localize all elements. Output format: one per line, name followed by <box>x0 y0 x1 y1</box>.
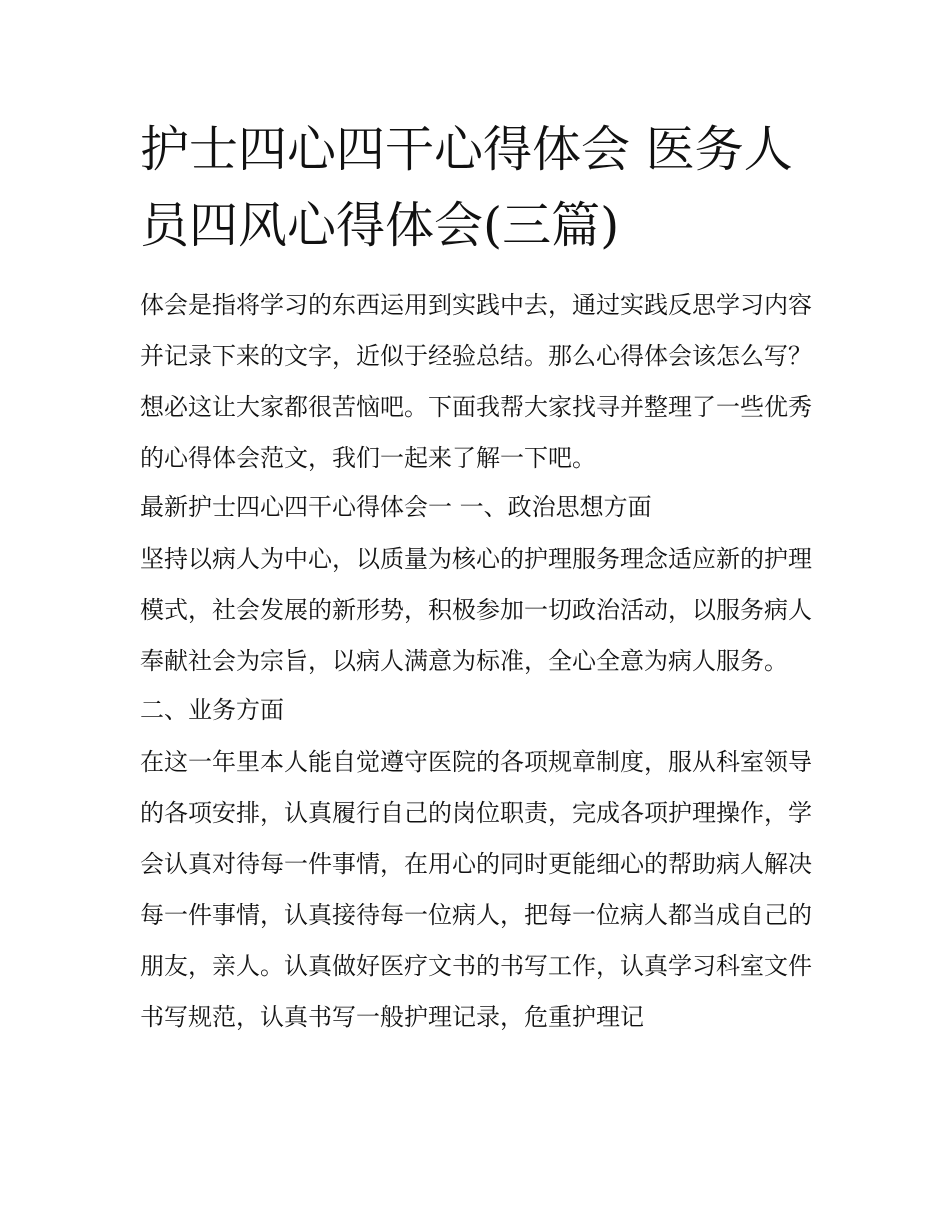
document-title: 护士四心四干心得体会 医务人员四风心得体会(三篇) <box>140 121 793 254</box>
section-heading-politics: 最新护士四心四干心得体会一 一、政治思想方面 <box>140 493 652 521</box>
intro-paragraph: 体会是指将学习的东西运用到实践中去，通过实践反思学习内容并记录下来的文字，近似于经验总结。那么心得体会该怎么写？想必这让大家都很苦恼吧。下面我帮大家找寻并整理了一些优秀的心得体会范文，我们一起来了解一下吧。 <box>140 291 812 472</box>
business-paragraph: 在这一年里本人能自觉遵守医院的各项规章制度，服从科室领导的各项安排，认真履行自己的岗位职责，完成各项护理操作，学会认真对待每一件事情，在用心的同时更能细心的帮助病人解决每一件事情，认真接待每一位病人，把每一位病人都当成自己的朋友，亲人。认真做好医疗文书的书写工作，认真学习科室文件书写规范，认真书写一般护理记录，危重护理记 <box>140 748 812 1031</box>
document-body <box>140 280 812 1043</box>
section-heading-business: 二、业务方面 <box>140 696 284 724</box>
politics-paragraph: 坚持以病人为中心，以质量为核心的护理服务理念适应新的护理模式，社会发展的新形势，积极参加一切政治活动，以服务病人奉献社会为宗旨，以病人满意为标准，全心全意为病人服务。 <box>140 545 812 675</box>
